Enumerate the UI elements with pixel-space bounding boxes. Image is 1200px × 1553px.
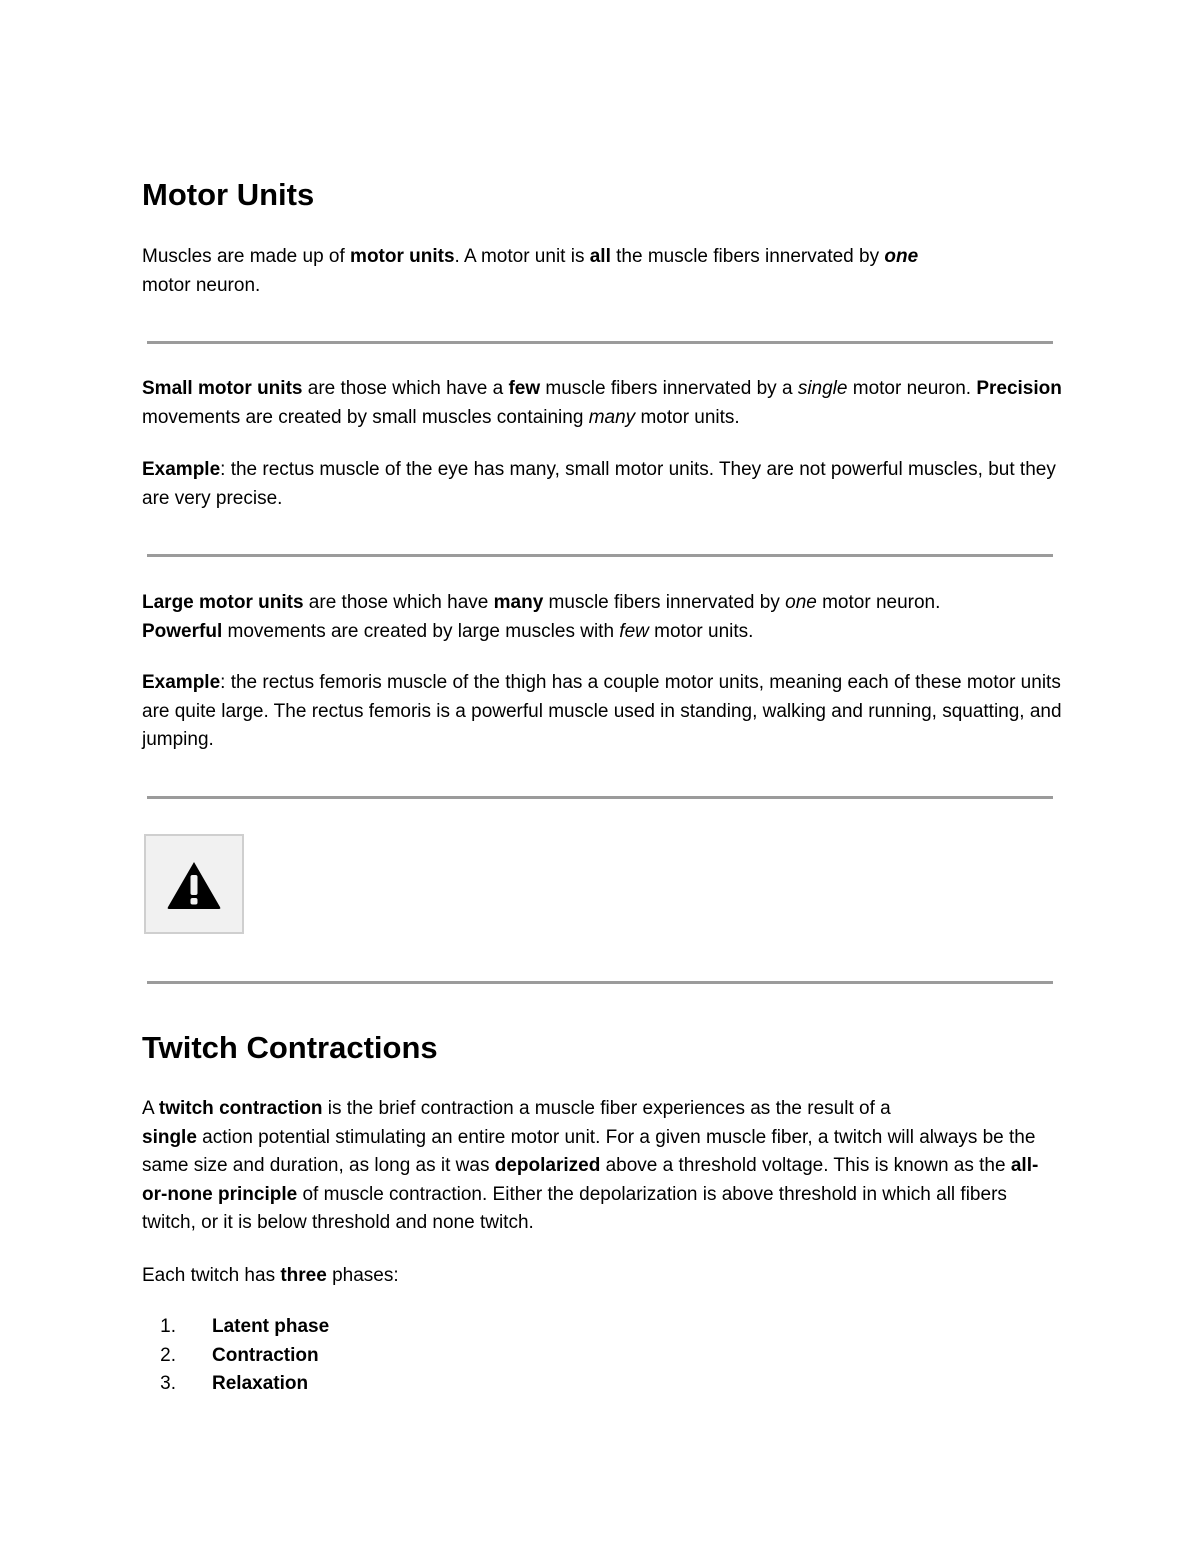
text: phases:: [326, 1265, 399, 1286]
text: motor neuron.: [142, 274, 261, 296]
italic-text: many: [588, 406, 636, 428]
horizontal-divider: [147, 341, 1053, 344]
text: : the rectus femoris muscle of the thigh has a couple motor units, meaning each of these motor units are quite large. The rectus femoris is a powerful muscle used in standing, walking and running, squatting, and jumping.: [142, 672, 1062, 751]
bold-text: all-or-none principle: [142, 1155, 1039, 1205]
bold-italic-text: one: [884, 246, 919, 267]
text: . A motor unit is: [454, 246, 590, 267]
text: movements are created by small muscles containing: [142, 406, 589, 428]
bold-text: Powerful: [142, 620, 223, 642]
text: above a threshold voltage. This is known as the: [600, 1155, 1011, 1177]
bold-text: few: [508, 378, 541, 399]
paragraph-large-motor-units: [142, 589, 1062, 646]
text: action potential stimulating an entire motor unit. For a given muscle fiber, a twitch will always be the same size and duration, as long as it was: [142, 1126, 1036, 1177]
text: muscle fibers innervated by a: [540, 378, 798, 399]
broken-image-placeholder: [144, 834, 244, 934]
bold-text: Example: [142, 672, 221, 693]
list-item-label: Relaxation: [212, 1373, 309, 1395]
horizontal-divider: [147, 981, 1053, 984]
bold-text: Precision: [976, 378, 1062, 399]
text: is the brief contraction a muscle fiber experiences as the result of a: [322, 1098, 891, 1119]
bold-text: twitch contraction: [158, 1098, 323, 1119]
horizontal-divider: [147, 796, 1053, 799]
text: the muscle fibers innervated by: [610, 246, 885, 267]
text: muscle fibers innervated by: [543, 592, 786, 613]
list-item-label: Contraction: [212, 1344, 319, 1366]
warning-icon: [166, 860, 222, 910]
paragraph-small-units-example: [142, 456, 1062, 513]
bold-text: Large motor units: [142, 592, 304, 613]
text: of muscle contraction. Either the depolarization is above threshold in which all fibers twitch, or it is below threshold and none twitch.: [142, 1183, 1007, 1234]
heading-twitch-contractions: Twitch Contractions: [142, 1030, 438, 1065]
bold-text: Example: [142, 459, 221, 480]
paragraph-motor-units-intro: [142, 243, 1062, 300]
text: movements are created by large muscles with: [222, 620, 620, 642]
list-number-text: 1.: [160, 1316, 176, 1337]
italic-text: few: [619, 620, 649, 642]
bold-text: motor units: [350, 246, 455, 267]
heading-motor-units: Motor Units: [142, 177, 315, 212]
text: Each twitch has: [142, 1265, 281, 1286]
paragraph-small-motor-units: [142, 375, 1062, 432]
bold-text: three: [280, 1265, 327, 1286]
list-item-label: Latent phase: [212, 1316, 330, 1337]
text: motor neuron.: [816, 592, 941, 613]
paragraph-large-units-example: [142, 669, 1062, 755]
bold-text: single: [142, 1126, 197, 1148]
text: motor units.: [648, 620, 754, 642]
bold-text: Small motor units: [142, 378, 303, 399]
paragraph-twitch-contraction: [142, 1095, 1062, 1238]
italic-text: one: [785, 592, 817, 613]
text: are those which have a: [302, 378, 509, 399]
bold-text: depolarized: [494, 1155, 601, 1177]
list-number-text: 2.: [160, 1344, 176, 1366]
text: A: [142, 1098, 159, 1119]
text: are those which have: [303, 592, 494, 613]
bold-text: all: [589, 246, 611, 267]
horizontal-divider: [147, 554, 1053, 557]
text: motor units.: [635, 406, 740, 428]
italic-text: single: [797, 378, 848, 399]
text: motor neuron.: [847, 378, 977, 399]
list-number-text: 3.: [160, 1373, 176, 1395]
text: Muscles are made up of: [142, 246, 351, 267]
text: : the rectus muscle of the eye has many, small motor units. They are not powerful muscles, but they are very precise.: [142, 459, 1056, 509]
paragraph-twitch-phases-intro: [142, 1262, 1062, 1291]
bold-text: many: [493, 592, 544, 613]
